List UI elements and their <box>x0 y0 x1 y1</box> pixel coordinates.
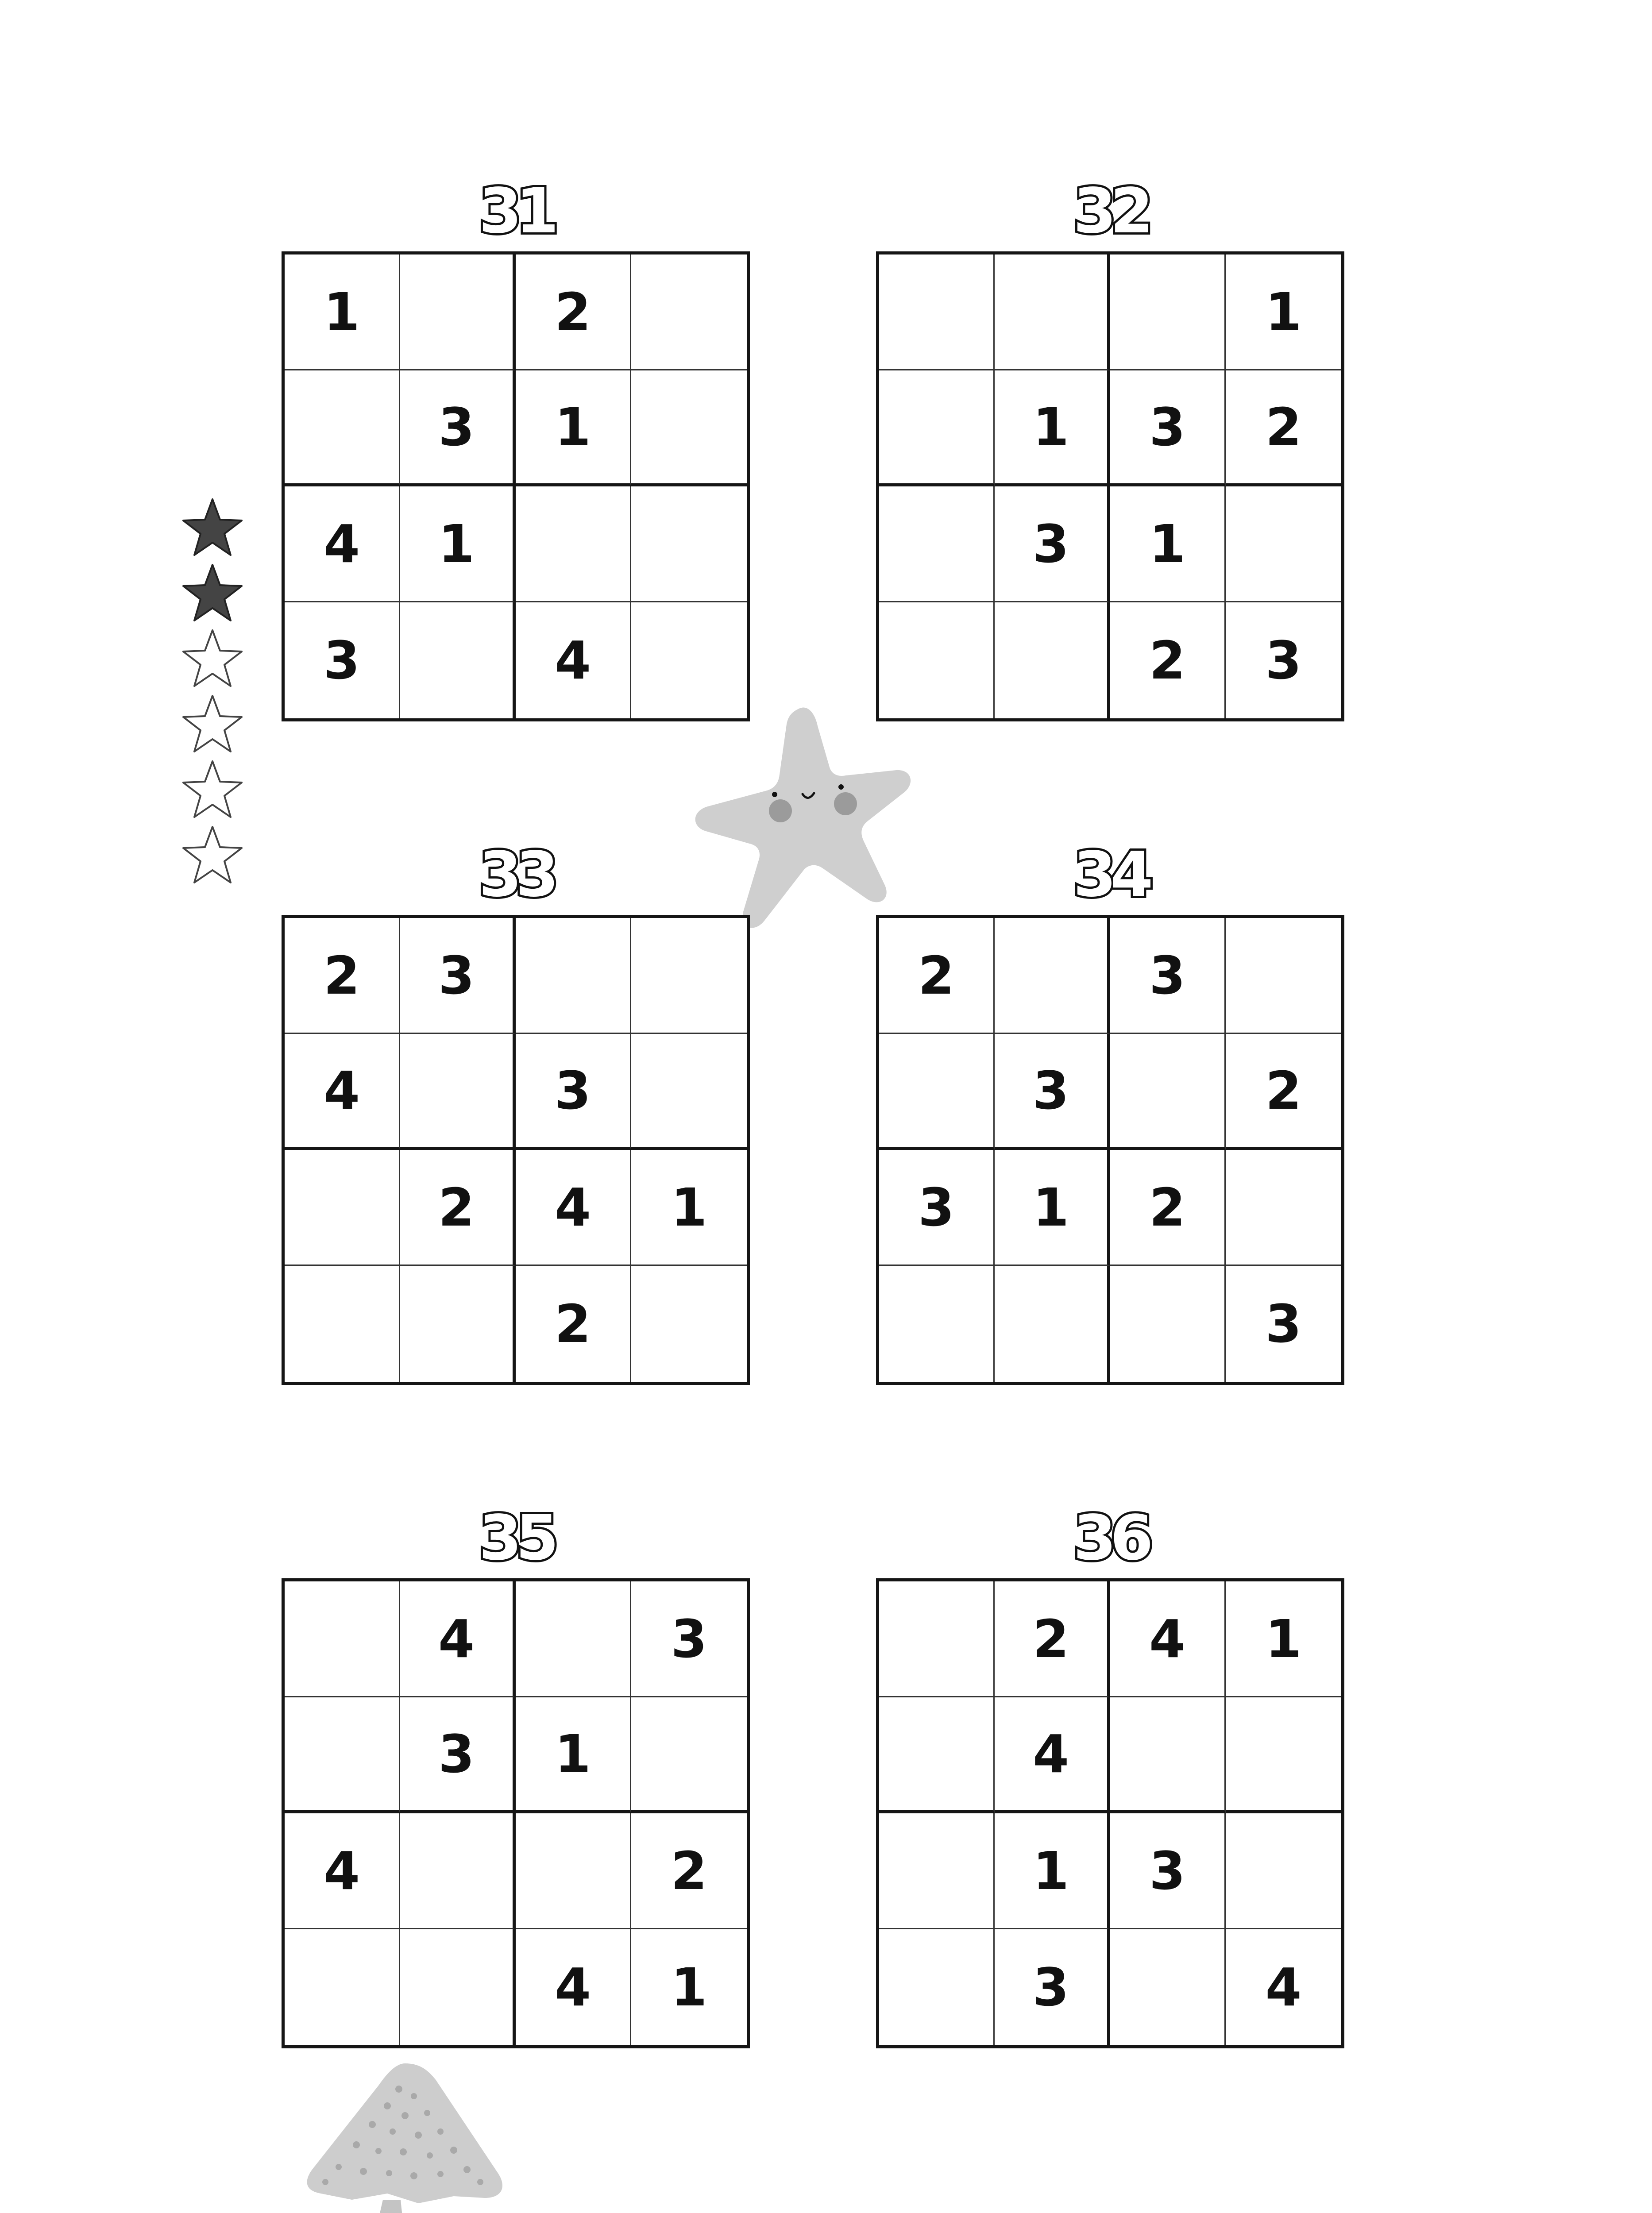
given-cell: 3 <box>400 918 516 1034</box>
given-cell: 3 <box>1265 1293 1302 1354</box>
empty-cell[interactable] <box>631 254 747 370</box>
empty-cell[interactable] <box>516 1581 631 1697</box>
given-cell: 2 <box>1110 1150 1226 1266</box>
sudoku-grid <box>282 915 750 1385</box>
given-cell: 3 <box>1265 630 1302 691</box>
given-cell: 4 <box>516 1929 631 2045</box>
given-cell: 3 <box>995 486 1110 602</box>
empty-cell[interactable] <box>285 370 400 486</box>
given-cell: 1 <box>995 1813 1110 1929</box>
empty-cell[interactable] <box>1110 254 1226 370</box>
given-cell: 4 <box>285 1034 400 1150</box>
given-cell: 3 <box>400 1697 516 1813</box>
star-filled-icon <box>179 561 246 628</box>
empty-cell[interactable] <box>879 1929 995 2045</box>
sudoku-grid <box>876 915 1344 1385</box>
empty-cell[interactable] <box>995 918 1110 1034</box>
empty-cell[interactable] <box>995 254 1110 370</box>
given-cell: 3 <box>1110 370 1226 486</box>
given-cell: 1 <box>671 1957 707 2018</box>
mushroom-icon <box>294 2054 516 2213</box>
star-outline-icon <box>179 758 246 824</box>
puzzle-number: 36 <box>1073 1502 1147 1574</box>
sudoku-grid <box>876 1578 1344 2048</box>
given-cell: 2 <box>285 918 400 1034</box>
difficulty-rating <box>179 496 250 889</box>
given-cell: 3 <box>631 1581 747 1697</box>
given-cell: 4 <box>285 1813 400 1929</box>
empty-cell[interactable] <box>879 602 995 718</box>
empty-cell[interactable] <box>516 918 631 1034</box>
empty-cell[interactable] <box>631 918 747 1034</box>
puzzle-number: 34 <box>1073 839 1147 911</box>
empty-cell[interactable] <box>631 1266 747 1382</box>
empty-cell[interactable] <box>400 254 516 370</box>
empty-cell[interactable] <box>400 602 516 718</box>
given-cell: 3 <box>995 1034 1110 1150</box>
empty-cell[interactable] <box>400 1266 516 1382</box>
empty-cell[interactable] <box>879 1034 995 1150</box>
sudoku-grid <box>282 1578 750 2048</box>
given-cell: 1 <box>995 1150 1110 1266</box>
given-cell: 4 <box>516 602 631 718</box>
empty-cell[interactable] <box>879 1813 995 1929</box>
given-cell: 1 <box>1226 1581 1341 1697</box>
given-cell: 1 <box>631 1150 747 1266</box>
empty-cell[interactable] <box>631 1697 747 1813</box>
empty-cell[interactable] <box>631 1034 747 1150</box>
star-outline-icon <box>179 627 246 693</box>
empty-cell[interactable] <box>631 602 747 718</box>
empty-cell[interactable] <box>1110 1266 1226 1382</box>
empty-cell[interactable] <box>400 1929 516 2045</box>
given-cell: 1 <box>516 370 631 486</box>
given-cell: 1 <box>516 1697 631 1813</box>
given-cell: 4 <box>1265 1957 1302 2018</box>
given-cell: 4 <box>1110 1581 1226 1697</box>
empty-cell[interactable] <box>631 486 747 602</box>
given-cell: 3 <box>285 602 400 718</box>
empty-cell[interactable] <box>879 486 995 602</box>
given-cell: 2 <box>516 254 631 370</box>
given-cell: 3 <box>516 1034 631 1150</box>
given-cell: 2 <box>1226 370 1341 486</box>
star-filled-icon <box>179 496 246 562</box>
empty-cell[interactable] <box>516 486 631 602</box>
given-cell: 2 <box>995 1581 1110 1697</box>
empty-cell[interactable] <box>1226 1150 1341 1266</box>
given-cell: 2 <box>1226 1034 1341 1150</box>
sudoku-grid <box>876 251 1344 721</box>
empty-cell[interactable] <box>631 370 747 486</box>
empty-cell[interactable] <box>879 254 995 370</box>
puzzle-number: 35 <box>479 1502 553 1574</box>
given-cell: 4 <box>995 1697 1110 1813</box>
empty-cell[interactable] <box>879 1697 995 1813</box>
empty-cell[interactable] <box>285 1266 400 1382</box>
empty-cell[interactable] <box>1226 1697 1341 1813</box>
empty-cell[interactable] <box>879 1581 995 1697</box>
empty-cell[interactable] <box>1110 1697 1226 1813</box>
empty-cell[interactable] <box>285 1581 400 1697</box>
given-cell: 2 <box>631 1813 747 1929</box>
empty-cell[interactable] <box>285 1929 400 2045</box>
given-cell: 4 <box>400 1581 516 1697</box>
empty-cell[interactable] <box>400 1813 516 1929</box>
given-cell: 1 <box>995 370 1110 486</box>
empty-cell[interactable] <box>1226 486 1341 602</box>
puzzle-number: 32 <box>1073 175 1147 247</box>
star-outline-icon <box>179 692 246 759</box>
empty-cell[interactable] <box>995 1266 1110 1382</box>
given-cell: 2 <box>400 1150 516 1266</box>
given-cell: 4 <box>516 1150 631 1266</box>
empty-cell[interactable] <box>285 1150 400 1266</box>
given-cell: 2 <box>516 1266 631 1382</box>
given-cell: 3 <box>1110 1813 1226 1929</box>
empty-cell[interactable] <box>1226 918 1341 1034</box>
puzzle-number: 31 <box>479 175 553 247</box>
given-cell: 1 <box>400 486 516 602</box>
given-cell: 1 <box>285 254 400 370</box>
empty-cell[interactable] <box>1110 1034 1226 1150</box>
empty-cell[interactable] <box>516 1813 631 1929</box>
given-cell: 3 <box>995 1929 1110 2045</box>
given-cell: 1 <box>1110 486 1226 602</box>
empty-cell[interactable] <box>995 602 1110 718</box>
star-outline-icon <box>179 823 246 890</box>
given-cell: 2 <box>1110 602 1226 718</box>
empty-cell[interactable] <box>879 370 995 486</box>
given-cell: 2 <box>879 918 995 1034</box>
empty-cell[interactable] <box>1110 1929 1226 2045</box>
empty-cell[interactable] <box>285 1697 400 1813</box>
given-cell: 3 <box>1110 918 1226 1034</box>
empty-cell[interactable] <box>400 1034 516 1150</box>
empty-cell[interactable] <box>879 1266 995 1382</box>
empty-cell[interactable] <box>1226 1813 1341 1929</box>
sudoku-grid <box>282 251 750 721</box>
given-cell: 1 <box>1226 254 1341 370</box>
given-cell: 4 <box>285 486 400 602</box>
puzzle-number: 33 <box>479 839 553 911</box>
given-cell: 3 <box>400 370 516 486</box>
given-cell: 3 <box>879 1150 995 1266</box>
